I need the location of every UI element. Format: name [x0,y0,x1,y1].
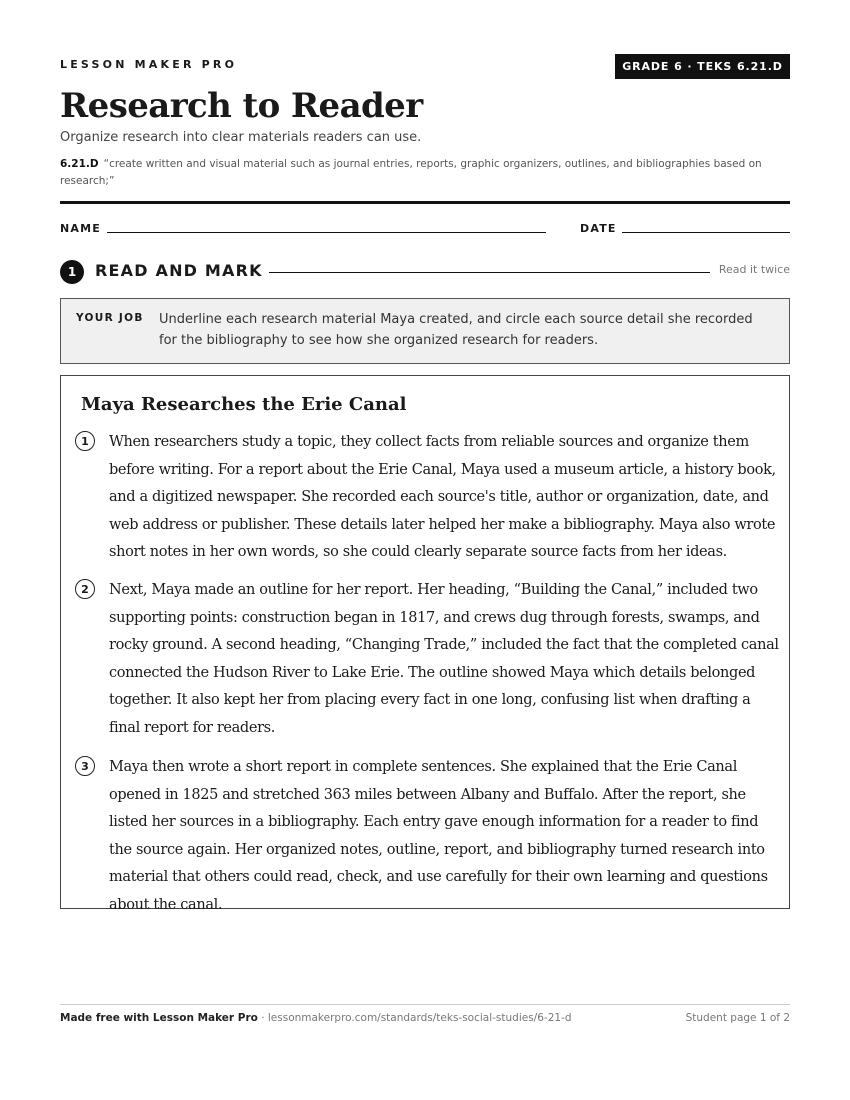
your-job-instructions: Underline each research material Maya created, and circle each source detail she recorded for the bibliography to see how she organized research for readers. [159,312,753,348]
date-label: DATE [580,222,617,235]
worksheet-page [60,0,790,1100]
passage-paragraph [75,429,780,567]
page-title: Research to Reader [60,86,423,126]
standard-code: 6.21.D [60,158,99,170]
section-divider [269,272,710,273]
section-number-badge: 1 [60,260,84,284]
section-note: Read it twice [718,263,790,276]
footer-credit [60,1012,572,1024]
standard-description [60,156,790,190]
passage-title: Maya Researches the Erie Canal [81,394,407,415]
grade-badge: GRADE 6 · TEKS 6.21.D [615,54,790,79]
footer-made-with: Made free with Lesson Maker Pro [60,1012,258,1024]
passage-paragraph [75,577,780,743]
name-field[interactable] [107,232,546,233]
footer-url[interactable]: · lessonmakerpro.com/standards/teks-social-studies/6-21-d [257,1012,572,1024]
brand-name: LESSON MAKER PRO [60,58,238,71]
page-subtitle: Organize research into clear materials readers can use. [60,130,422,145]
your-job-label: YOUR JOB [76,312,144,324]
paragraph-text: When researchers study a topic, they collect facts from reliable sources and organize them before writing. For a report about the Erie Canal, Maya used a museum article, a history book, and a digitized newspaper. She recorded each source's title, author or organization, date, and web address or publisher. These details later helped her make a bibliography. Maya also wrote short notes in her own words, so she could clearly separate source facts from her ideas. [109,434,776,561]
reading-passage [60,375,790,913]
section-title: READ AND MARK [95,261,263,280]
standard-text: “create written and visual material such as journal entries, reports, graphic organizers, outlines, and bibliographies based on research;” [60,158,762,187]
paragraph-number-badge: 3 [75,756,95,776]
your-job-box [60,298,790,364]
paragraph-number-badge: 2 [75,579,95,599]
passage-paragraph [75,754,780,920]
footer-page-number: Student page 1 of 2 [685,1012,790,1024]
paragraph-number-badge: 1 [75,431,95,451]
paragraph-text: Next, Maya made an outline for her report. Her heading, “Building the Canal,” included two supporting points: construction began in 1817, and crews dug through forests, swamps, and rocky ground. A second heading, “Changing Trade,” included the fact that the completed canal connected the Hudson River to Lake Erie. The outline showed Maya which details belonged together. It also kept her from placing every fact in one long, confusing list when drafting a final report for readers. [109,582,779,736]
paragraph-text: Maya then wrote a short report in complete sentences. She explained that the Erie Canal opened in 1825 and stretched 363 miles between Albany and Buffalo. After the report, she listed her sources in a bibliography. Each entry gave enough information for a reader to find the source again. Her organized notes, outline, report, and bibliography turned research into material that others could read, check, and use carefully for their own learning and questions about the canal. [109,759,768,913]
name-label: NAME [60,222,101,235]
header-divider [60,201,790,204]
footer-divider [60,1004,790,1005]
date-field[interactable] [622,232,790,233]
